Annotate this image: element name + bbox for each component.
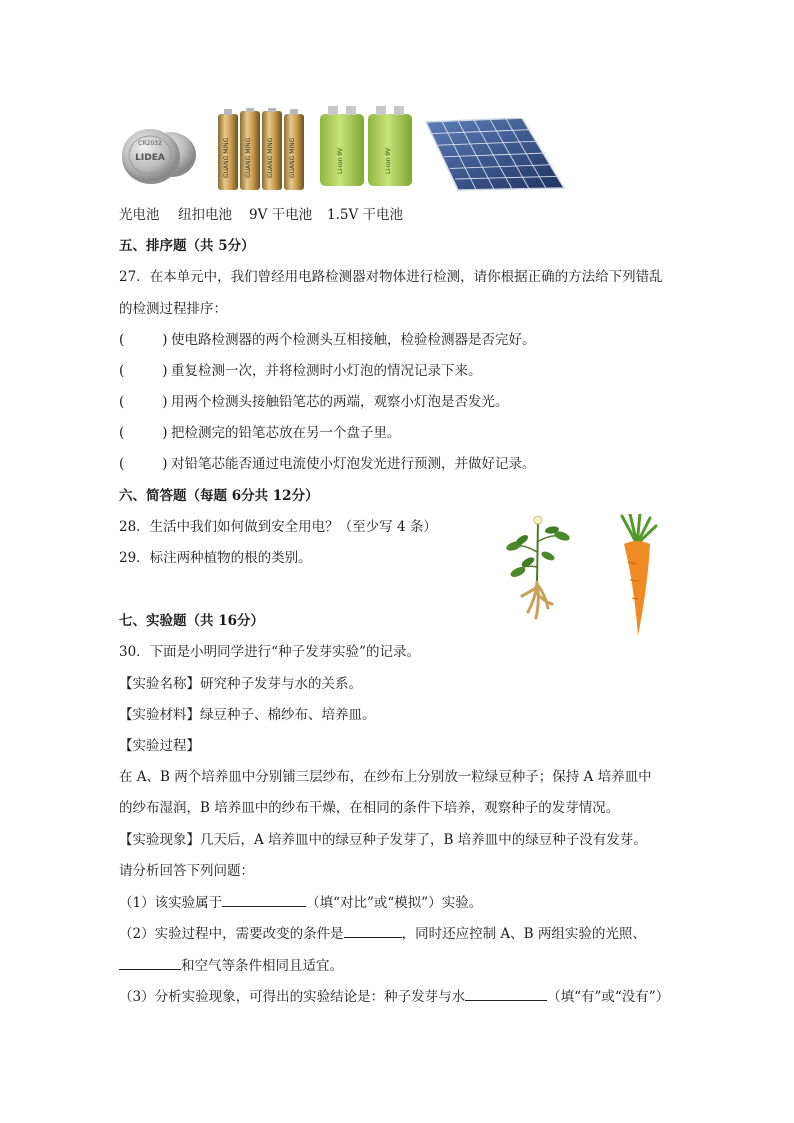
sort-item-5: [119, 454, 536, 474]
svg-text:GUANG MING: GUANG MING: [267, 137, 274, 178]
svg-text:GUANG MING: GUANG MING: [223, 137, 230, 178]
answer-blank[interactable]: [465, 986, 547, 1001]
experiment-name-label: 【实验名称】: [119, 676, 200, 692]
carrot-image: [612, 514, 662, 640]
q30-text: 30．下面是小明同学进行“种子发芽实验”的记录。: [119, 644, 420, 660]
section-7-title: 七、实验题（共 16分）: [119, 613, 264, 629]
experiment-name-value: 研究种子发芽与水的关系。: [200, 676, 362, 692]
svg-text:CR2032: CR2032: [138, 140, 162, 147]
experiment-process-line1: 在 A、B 两个培养皿中分别铺三层纱布，在纱布上分别放一粒绿豆种子；保持 A 培养皿中: [119, 769, 652, 785]
answer-paren[interactable]: ( ): [119, 332, 168, 348]
solar-panel-image: [424, 118, 566, 192]
sub-question-1: （1）该实验属于 （填“对比”或“模拟”）实验。: [119, 892, 482, 913]
experiment-materials-value: 绿豆种子、棉纱布、培养皿。: [200, 707, 376, 723]
sort-item-1: [119, 330, 536, 350]
answer-paren[interactable]: ( ): [119, 363, 168, 379]
sort-item-text: 把检测完的铅笔芯放在另一个盘子里。: [171, 425, 401, 441]
svg-text:Li-ion 9V: Li-ion 9V: [385, 147, 392, 174]
q27-text-line1: 27．在本单元中，我们曾经用电路检测器对物体进行检测，请你根据正确的方法给下列错乱: [119, 269, 663, 285]
svg-text:GUANG MING: GUANG MING: [289, 137, 296, 178]
experiment-name: [119, 674, 362, 694]
answer-paren[interactable]: ( ): [119, 456, 168, 472]
section-6-title: 六、简答题（每题 6分共 12分）: [119, 488, 319, 504]
answer-paren[interactable]: ( ): [119, 394, 168, 410]
caption-button-cell: 纽扣电池: [178, 207, 232, 223]
answer-blank[interactable]: [222, 892, 306, 907]
section-5-title: 五、排序题（共 5分）: [119, 238, 255, 254]
sort-item-text: 对铅笔芯能否通过电流使小灯泡发光进行预测，并做好记录。: [171, 456, 536, 472]
caption-photo-cell: 光电池: [119, 207, 160, 223]
sub-question-2-cont: 和空气等条件相同且适宜。: [119, 955, 343, 976]
answer-blank[interactable]: [119, 955, 181, 970]
sort-item-text: 用两个检测头接触铅笔芯的两端，观察小灯泡是否发光。: [171, 394, 509, 410]
experiment-materials: [119, 705, 376, 725]
aa-batteries-image: [216, 108, 308, 192]
svg-text:GUANG MING: GUANG MING: [245, 137, 252, 178]
experiment-process-line2: 的纱布湿润，B 培养皿中的纱布干燥，在相同的条件下培养，观察种子的发芽情况。: [119, 800, 620, 816]
experiment-phenomenon: [119, 830, 647, 850]
sort-item-text: 使电路检测器的两个检测头互相接触，检验检测器是否完好。: [171, 332, 536, 348]
q28-text: 28．生活中我们如何做到安全用电？（至少写 4 条）: [119, 519, 437, 535]
taproot-plant-image: [500, 512, 576, 624]
experiment-phenomenon-value: 几天后，A 培养皿中的绿豆种子发芽了，B 培养皿中的绿豆种子没有发芽。: [200, 832, 647, 848]
analysis-prompt: 请分析回答下列问题：: [119, 863, 254, 879]
answer-paren[interactable]: ( ): [119, 425, 168, 441]
experiment-phenomenon-label: 【实验现象】: [119, 832, 200, 848]
svg-text:Li-ion 9V: Li-ion 9V: [337, 147, 344, 174]
sort-item-4: [119, 423, 401, 443]
sort-item-text: 重复检测一次，并将检测时小灯泡的情况记录下来。: [171, 363, 482, 379]
sort-item-3: [119, 392, 509, 412]
q27-text-line2: 的检测过程排序：: [119, 301, 227, 317]
answer-blank[interactable]: [344, 923, 402, 938]
nine-volt-batteries-image: [318, 104, 414, 188]
experiment-materials-label: 【实验材料】: [119, 707, 200, 723]
svg-text:LIDEA: LIDEA: [135, 153, 165, 163]
button-cell-image: [118, 120, 200, 186]
experiment-process-label: 【实验过程】: [119, 738, 200, 754]
q29-text: 29．标注两种植物的根的类别。: [119, 550, 312, 566]
caption-1-5v-battery: 1.5V 干电池: [327, 207, 404, 223]
sort-item-2: [119, 361, 482, 381]
sub-question-3: （3）分析实验现象，可得出的实验结论是：种子发芽与水 （填“有”或“没有”）: [119, 986, 669, 1007]
sub-question-2: （2）实验过程中，需要改变的条件是 ，同时还应控制 A、B 两组实验的光照、: [119, 923, 646, 944]
caption-9v-battery: 9V 干电池: [249, 207, 313, 223]
